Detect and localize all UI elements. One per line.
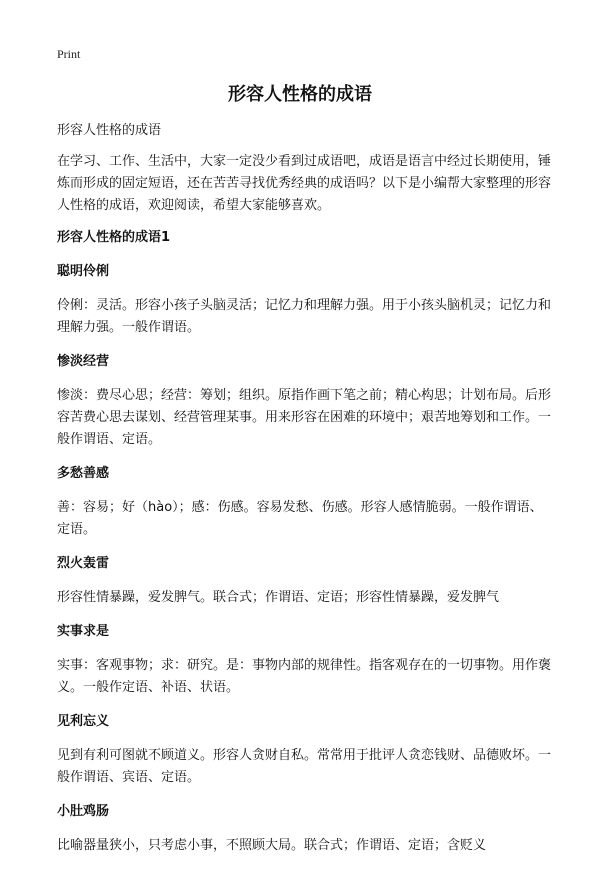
idiom-title: 实事求是 — [57, 624, 110, 639]
page-title: 形容人性格的成语 — [228, 84, 372, 105]
intro-paragraph: 在学习、工作、生活中，大家一定没少看到过成语吧，成语是语言中经过长期使用，锤炼而形成的固定短语，还在苦苦寻找优秀经典的成语吗？以下是小编帮大家整理的形容人性格的成语，欢迎阅读，希望大家能够喜欢。 — [57, 154, 552, 213]
idiom-title: 聪明伶俐 — [57, 264, 110, 279]
idiom-title: 见利忘义 — [57, 714, 110, 729]
idiom-explanation: 实事：客观事物；求：研究。是：事物内部的规律性。指客观存在的一切事物。用作褒义。一般作定语、补语、状语。 — [57, 658, 552, 695]
idiom-title: 烈火轰雷 — [57, 556, 110, 571]
document-content — [57, 120, 555, 869]
subtitle: 形容人性格的成语 — [57, 123, 162, 138]
idiom-title: 多愁善感 — [57, 466, 110, 481]
idiom-explanation: 比喻器量狭小，只考虑小事，不照顾大局。联合式；作谓语、定语；含贬义 — [57, 838, 487, 853]
idiom-title: 小肚鸡肠 — [57, 804, 110, 819]
idiom-explanation: 惨淡：费尽心思；经营：筹划；组织。原指作画下笔之前；精心构思；计划布局。后形容苦费心思去谋划、经营管理某事。用来形容在困难的环境中；艰苦地筹划和工作。一般作谓语、定语。 — [57, 388, 552, 447]
idiom-explanation: 见到有利可图就不顾道义。形容人贪财自私。常常用于批评人贪恋钱财、品德败坏。一般作谓语、宾语、定语。 — [57, 748, 552, 785]
idiom-explanation: 形容性情暴躁，爱发脾气。联合式；作谓语、定语；形容性情暴躁，爱发脾气 — [57, 590, 500, 605]
idiom-title: 惨淡经营 — [57, 354, 110, 369]
idiom-explanation: 善：容易；好（hào）；感：伤感。容易发愁、伤感。形容人感情脆弱。一般作谓语、定语。 — [57, 500, 543, 537]
section-heading: 形容人性格的成语1 — [57, 230, 171, 245]
idiom-explanation: 伶俐：灵活。形容小孩子头脑灵活；记忆力和理解力强。用于小孩头脑机灵；记忆力和理解力强。一般作谓语。 — [57, 298, 552, 335]
print-link[interactable]: Print — [57, 47, 81, 61]
